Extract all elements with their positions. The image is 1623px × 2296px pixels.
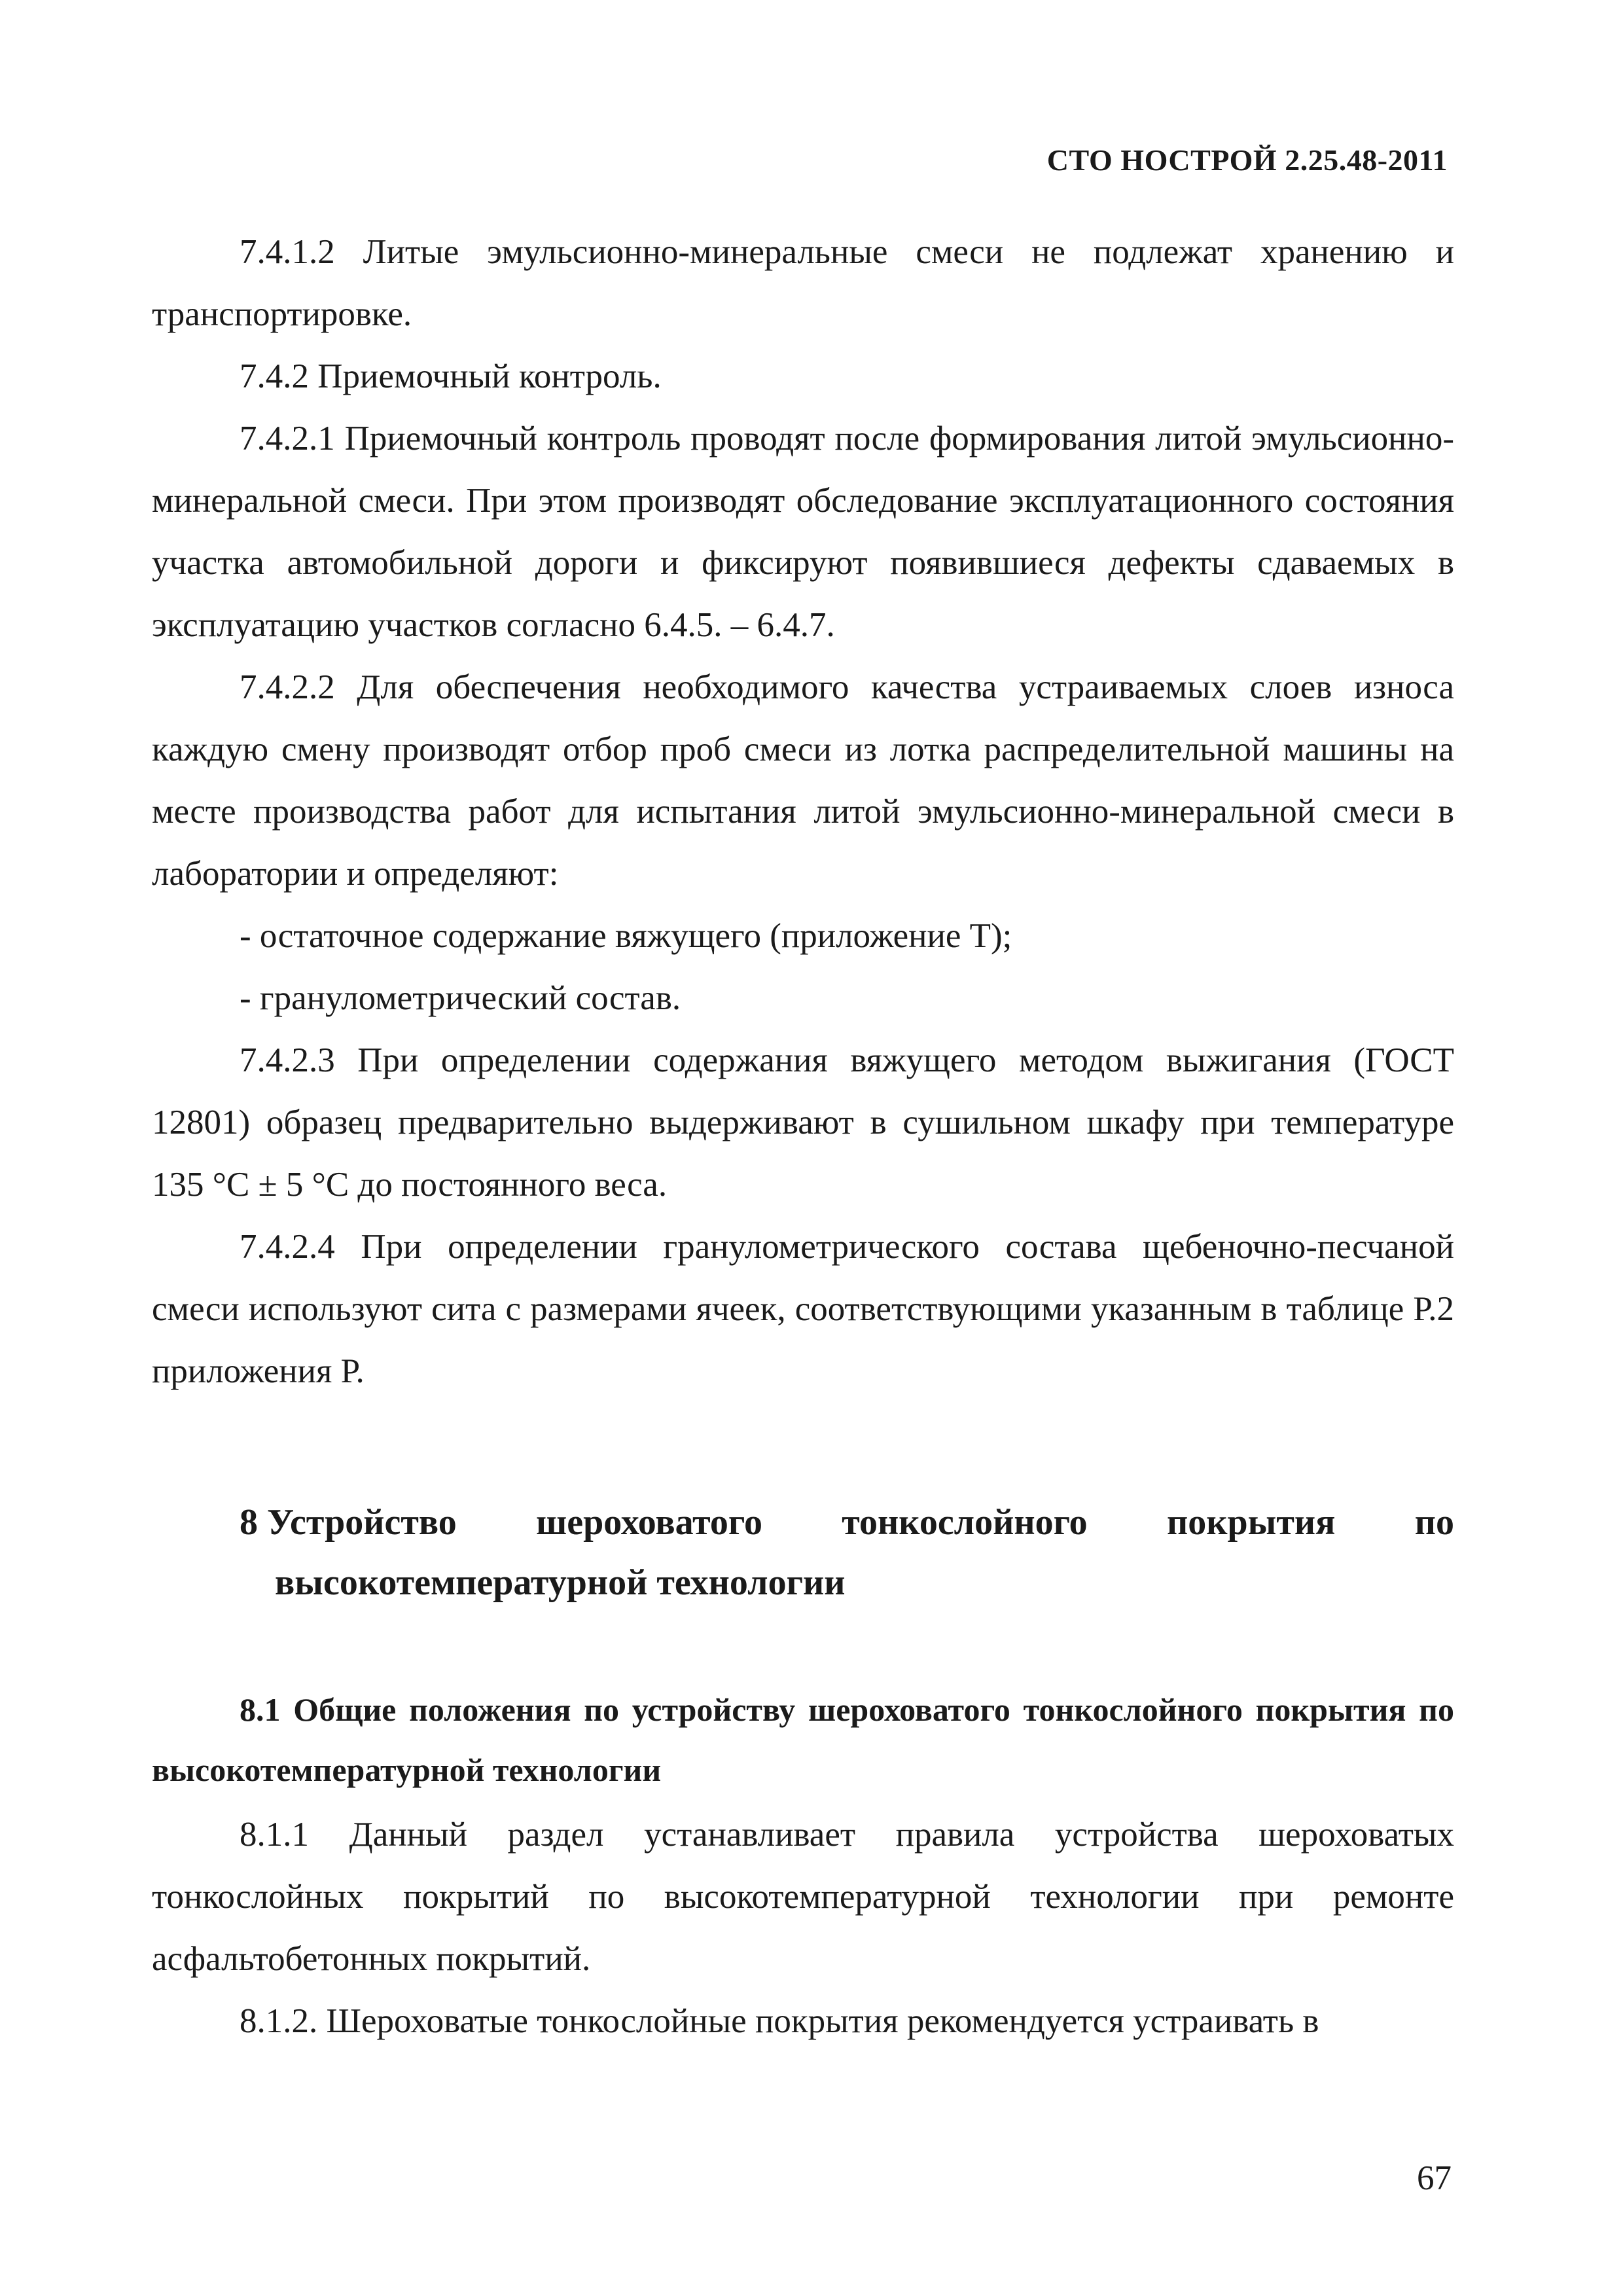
section-number: 8 [240,1502,258,1543]
heading-word: покрытия [1166,1502,1336,1543]
paragraph-7-4-2: 7.4.2 Приемочный контроль. [240,357,662,395]
document-code-header: СТО НОСТРОЙ 2.25.48-2011 [1046,143,1448,177]
heading-word: шероховатого [536,1502,762,1543]
section-8-1-text [152,1804,1454,2053]
heading-word: по [1414,1502,1454,1543]
heading-word: Устройство [267,1502,457,1543]
heading-word: тонкослойного [842,1502,1088,1543]
paragraph-7-4-1-2: 7.4.1.2 Литые эмульсионно-минеральные смеси не подлежат хранению и транспортировке. [152,233,1454,333]
section-7-4-text [152,221,1454,1403]
paragraph-7-4-2-3: 7.4.2.3 При определении содержания вяжущего методом выжигания (ГОСТ 12801) образец предварительно выдерживают в сушильном шкафу при температуре 135 °С ± 5 °С до постоянного веса. [152,1041,1454,1204]
list-item-binder-content: - остаточное содержание вяжущего (приложение Т); [240,917,1012,955]
paragraph-8-1-1: 8.1.1 Данный раздел устанавливает правила устройства шероховатых тонкослойных покрытий по высокотемпературной технологии при ремонте асфальтобетонных покрытий. [152,1816,1454,1978]
paragraph-7-4-2-4: 7.4.2.4 При определении гранулометрического состава щебеночно-песчаной смеси используют сита с размерами ячеек, соответствующими указанным в таблице Р.2 приложения Р. [152,1228,1454,1390]
paragraph-7-4-2-1: 7.4.2.1 Приемочный контроль проводят после формирования литой эмульсионно-минеральной смеси. При этом производят обследование эксплуатационного состояния участка автомобильной дороги и фиксируют появившиеся дефекты сдаваемых в эксплуатацию участков согласно 6.4.5. – 6.4.7. [152,420,1454,644]
paragraph-7-4-2-2: 7.4.2.2 Для обеспечения необходимого качества устраиваемых слоев износа каждую смену производят отбор проб смеси из лотка распределительной машины на месте производства работ для испытания литой эмульсионно-минеральной смеси в лаборатории и определяют: [152,668,1454,893]
paragraph-8-1-2: 8.1.2. Шероховатые тонкослойные покрытия рекомендуется устраивать в [240,2002,1319,2040]
section-8-heading-line1 [240,1492,1454,1552]
section-8-heading [240,1492,1454,1613]
page-number: 67 [1417,2159,1452,2197]
section-8-1-heading: 8.1 Общие положения по устройству шероховатого тонкослойного покрытия по высокотемпературной технологии [152,1691,1454,1788]
list-item-granulometric: - гранулометрический состав. [240,979,681,1017]
section-8-number-and-word [240,1492,457,1552]
section-8-heading-line2: высокотемпературной технологии [275,1562,846,1603]
